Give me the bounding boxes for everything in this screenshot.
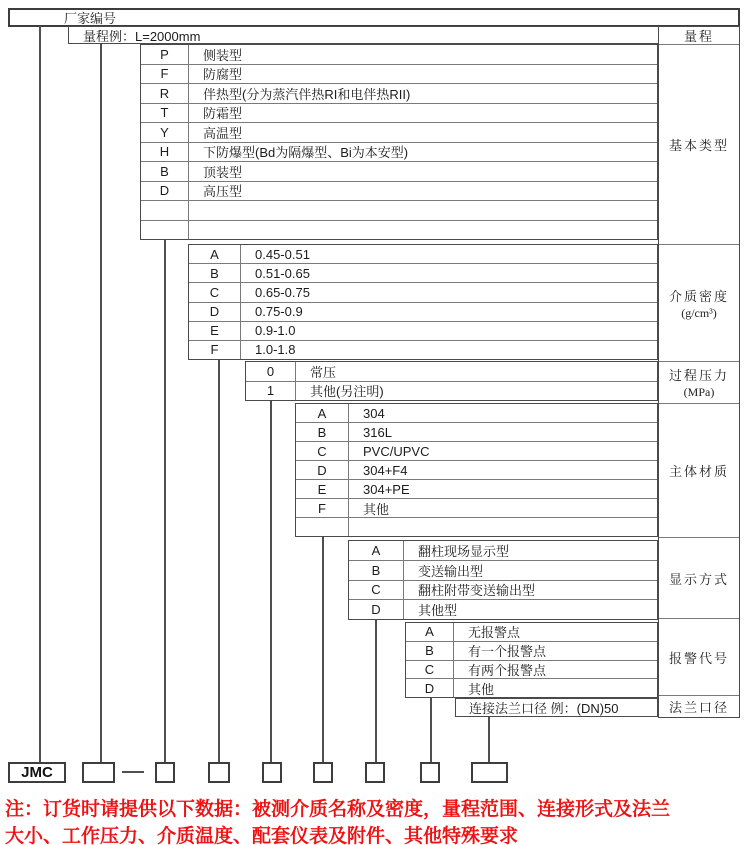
code-cell: H — [141, 143, 189, 162]
desc-cell: 0.45-0.51 — [255, 246, 310, 262]
table-row — [141, 65, 657, 85]
range-example-row — [68, 26, 740, 44]
side-label-pressure: 过程压力 (MPa) — [659, 362, 739, 404]
connector-line — [100, 44, 102, 763]
desc-cell: 其他(另注明) — [310, 384, 384, 400]
desc-cell: 其他 — [363, 501, 390, 517]
desc-cell: 0.65-0.75 — [255, 284, 310, 300]
process-pressure-table — [245, 361, 658, 401]
density-unit: (g/cm³) — [681, 305, 717, 320]
code-cell: C — [189, 283, 241, 301]
connector-line — [488, 717, 490, 763]
code-cell: A — [349, 541, 404, 560]
connector-line — [430, 698, 432, 763]
alarm-code-table — [405, 622, 658, 698]
ordering-note-line1: 注：订货时请提供以下数据：被测介质名称及密度，量程范围、连接形式及法兰 — [5, 799, 671, 820]
desc-cell: PVC/UPVC — [363, 443, 430, 459]
table-row — [189, 283, 657, 302]
model-code-box-flange — [471, 762, 508, 783]
table-row — [189, 264, 657, 283]
code-cell: Y — [141, 123, 189, 142]
table-row — [141, 182, 657, 202]
table-row — [296, 461, 657, 480]
code-cell: D — [141, 182, 189, 201]
table-row — [189, 303, 657, 322]
code-cell: F — [296, 499, 349, 517]
table-row — [141, 143, 657, 163]
side-label-flange: 法兰口径 — [668, 700, 729, 715]
model-code-box-density — [208, 762, 230, 783]
code-cell: C — [296, 442, 349, 460]
desc-cell: 防腐型 — [203, 67, 243, 83]
code-cell: A — [189, 245, 241, 263]
body-material-table — [295, 403, 658, 537]
table-row — [141, 84, 657, 104]
desc-cell: 侧装型 — [203, 47, 243, 63]
code-cell: B — [296, 423, 349, 441]
model-code-box-range — [82, 762, 115, 783]
code-cell: E — [189, 322, 241, 340]
table-row — [406, 661, 657, 680]
table-row — [296, 499, 657, 518]
table-row — [349, 581, 657, 601]
code-cell: D — [296, 461, 349, 479]
basic-type-table — [140, 44, 658, 240]
desc-cell: 翻柱附带变送输出型 — [418, 583, 536, 599]
code-cell: T — [141, 104, 189, 123]
connector-line — [375, 620, 377, 763]
ordering-note-line2: 大小、工作压力、介质温度、配套仪表及附件、其他特殊要求 — [5, 826, 519, 845]
desc-cell: 有两个报警点 — [468, 662, 547, 678]
code-cell: R — [141, 84, 189, 103]
table-row — [406, 679, 657, 697]
table-row — [141, 104, 657, 124]
code-cell: D — [189, 303, 241, 321]
table-row — [296, 442, 657, 461]
code-cell: E — [296, 480, 349, 498]
table-row — [141, 221, 657, 240]
model-code-box-alarm — [420, 762, 440, 783]
table-row — [141, 123, 657, 143]
ordering-note — [5, 796, 747, 845]
desc-cell: 其他型 — [418, 603, 458, 619]
code-cell: B — [406, 642, 454, 660]
code-cell: A — [406, 623, 454, 641]
code-cell: 1 — [246, 382, 296, 401]
side-label-column — [658, 26, 740, 718]
desc-cell: 304+PE — [363, 481, 410, 497]
model-code-box-material — [313, 762, 333, 783]
desc-cell: 翻柱现场显示型 — [418, 543, 510, 559]
desc-cell: 无报警点 — [468, 625, 521, 641]
connector-line — [218, 360, 220, 763]
table-row — [406, 642, 657, 661]
factory-number-label: 厂家编号 — [64, 11, 117, 26]
desc-cell: 有一个报警点 — [468, 644, 547, 660]
code-cell — [141, 221, 189, 240]
model-prefix-box — [8, 762, 66, 783]
side-label-display: 显示方式 — [659, 538, 739, 619]
code-cell: F — [189, 341, 241, 359]
desc-cell: 变送输出型 — [418, 563, 484, 579]
table-row — [189, 245, 657, 264]
range-example-text: 量程例：L=2000mm — [83, 28, 201, 44]
table-row — [141, 162, 657, 182]
desc-cell: 1.0-1.8 — [255, 342, 296, 358]
desc-cell: 304 — [363, 405, 385, 421]
code-cell: B — [141, 162, 189, 181]
desc-cell: 304+F4 — [363, 462, 408, 478]
table-row — [246, 382, 657, 401]
table-row — [189, 322, 657, 341]
table-row — [141, 45, 657, 65]
table-row — [349, 541, 657, 561]
table-row — [296, 480, 657, 499]
desc-cell: 顶装型 — [203, 164, 243, 180]
code-cell — [141, 201, 189, 220]
code-cell: C — [406, 661, 454, 679]
code-cell: B — [349, 561, 404, 580]
table-row — [296, 423, 657, 442]
table-row — [349, 600, 657, 619]
code-cell: C — [349, 581, 404, 600]
code-cell — [296, 518, 349, 536]
model-prefix-text: JMC — [21, 764, 53, 781]
desc-cell — [189, 221, 657, 240]
desc-cell: 下防爆型(Bd为隔爆型、Bi为本安型) — [203, 145, 409, 161]
code-cell: F — [141, 65, 189, 84]
desc-cell: 0.75-0.9 — [255, 304, 303, 320]
table-row — [246, 362, 657, 382]
desc-cell: 高压型 — [203, 184, 243, 200]
desc-cell: 伴热型(分为蒸汽伴热RI和电伴热RII) — [203, 86, 411, 102]
desc-cell: 常压 — [310, 364, 337, 380]
model-code-box-basic — [155, 762, 175, 783]
desc-cell: 316L — [363, 424, 392, 440]
model-code-box-display — [365, 762, 385, 783]
medium-density-table — [188, 244, 658, 360]
flange-diameter-text: 连接法兰口径 例：(DN)50 — [469, 701, 619, 716]
side-label-alarm: 报警代号 — [659, 619, 739, 696]
desc-cell: 防霜型 — [203, 106, 243, 122]
side-label-range: 量程 — [659, 27, 739, 45]
desc-cell: 其他 — [468, 681, 495, 697]
pressure-unit: (MPa) — [683, 385, 715, 399]
side-label-material: 主体材质 — [659, 404, 739, 538]
table-row — [296, 518, 657, 536]
table-row — [406, 623, 657, 642]
code-cell: 0 — [246, 362, 296, 381]
factory-number-box — [8, 8, 740, 27]
desc-cell — [349, 518, 657, 536]
desc-cell: 0.51-0.65 — [255, 265, 310, 281]
side-label-basic-type: 基本类型 — [659, 45, 739, 245]
side-label-density: 介质密度 (g/cm³) — [659, 245, 739, 362]
code-cell: A — [296, 404, 349, 422]
table-row — [349, 561, 657, 581]
desc-cell — [189, 201, 657, 220]
desc-cell: 高温型 — [203, 125, 243, 141]
connector-line — [164, 240, 166, 763]
table-row — [141, 201, 657, 221]
code-cell: B — [189, 264, 241, 282]
connector-line — [270, 401, 272, 763]
table-row — [296, 404, 657, 423]
flange-diameter-row — [455, 698, 658, 717]
model-code-dash — [122, 771, 144, 773]
connector-line — [39, 26, 41, 763]
code-cell: D — [406, 679, 454, 697]
display-mode-table — [348, 540, 658, 620]
desc-cell: 0.9-1.0 — [255, 323, 296, 339]
connector-line — [322, 537, 324, 763]
model-code-box-pressure — [262, 762, 282, 783]
code-cell: D — [349, 600, 404, 619]
table-row — [189, 341, 657, 359]
code-cell: P — [141, 45, 189, 64]
